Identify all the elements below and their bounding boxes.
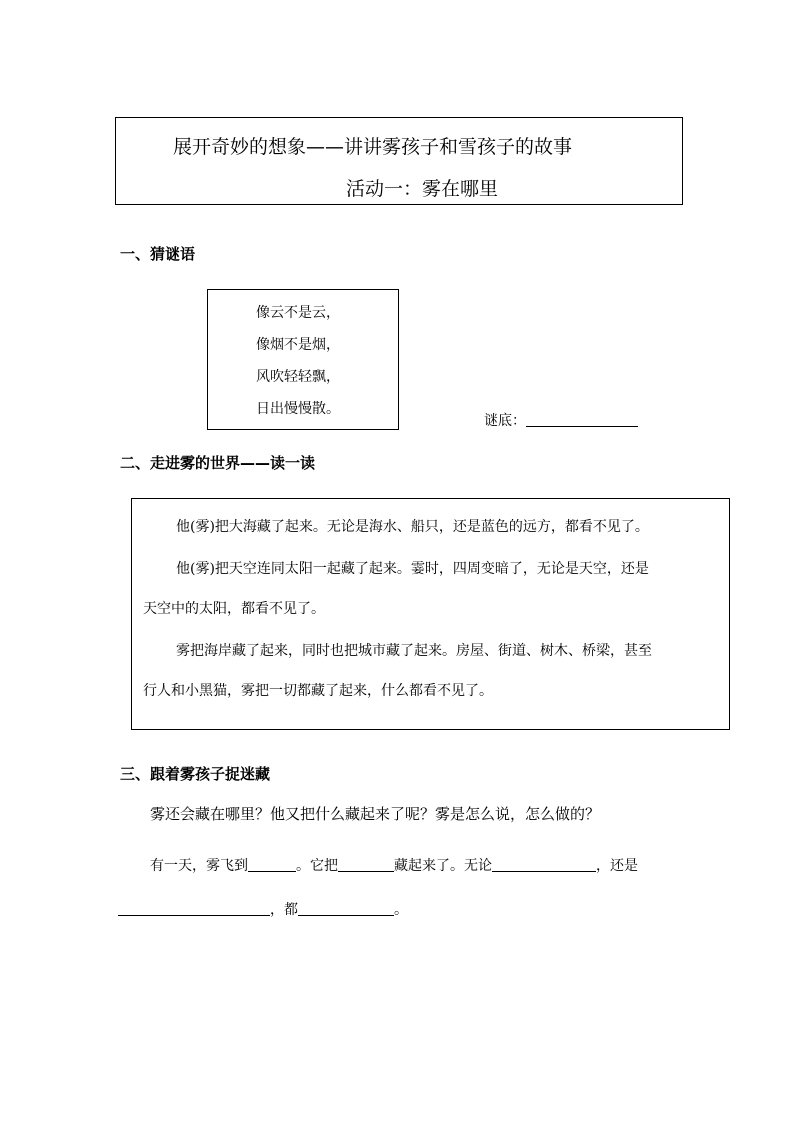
riddle-answer	[484, 410, 638, 430]
fill-text: ，还是	[596, 858, 638, 874]
reading-box	[131, 498, 730, 730]
riddle-box	[207, 289, 399, 430]
reading-line: 天空中的太阳，都看不见了。	[143, 601, 325, 617]
fill-in-sentence-continued	[118, 899, 408, 919]
page-title: 展开奇妙的想象——讲讲雾孩子和雪孩子的故事	[173, 136, 573, 158]
fill-text: 。它把	[296, 858, 338, 874]
fill-blank[interactable]	[248, 870, 296, 872]
activity-subtitle: 活动一：雾在哪里	[346, 178, 499, 200]
activity-question: 雾还会藏在哪里？他又把什么藏起来了呢？雾是怎么说，怎么做的？	[150, 805, 601, 823]
reading-line: 他(雾)把天空连同太阳一起藏了起来。霎时，四周变暗了，无论是天空，还是	[176, 561, 649, 577]
riddle-line: 像烟不是烟，	[256, 337, 340, 353]
reading-line: 行人和小黑猫，雾把一切都藏了起来，什么都看不见了。	[143, 683, 493, 699]
fill-blank[interactable]	[118, 914, 270, 916]
fill-in-sentence	[150, 855, 638, 875]
answer-blank[interactable]	[526, 425, 638, 427]
answer-label: 谜底：	[484, 413, 526, 429]
fill-text: 。	[394, 902, 408, 918]
section-heading-riddle: 一、猜谜语	[120, 245, 196, 263]
reading-line: 雾把海岸藏了起来，同时也把城市藏了起来。房屋、街道、树木、桥梁，甚至	[176, 643, 652, 659]
title-box	[115, 117, 683, 205]
fill-text: 有一天，雾飞到	[150, 858, 248, 874]
fill-text: 藏起来了。无论	[394, 858, 492, 874]
fill-text: ，都	[270, 902, 298, 918]
section-heading-hide-seek: 三、跟着雾孩子捉迷藏	[120, 765, 271, 783]
riddle-line: 日出慢慢散。	[256, 401, 340, 417]
fill-blank[interactable]	[298, 914, 394, 916]
riddle-line: 风吹轻轻飘，	[256, 369, 340, 385]
riddle-line: 像云不是云，	[256, 305, 340, 321]
reading-line: 他(雾)把大海藏了起来。无论是海水、船只，还是蓝色的远方，都看不见了。	[176, 519, 649, 535]
fill-blank[interactable]	[338, 870, 394, 872]
fill-blank[interactable]	[492, 870, 596, 872]
section-heading-reading: 二、走进雾的世界——读一读	[120, 454, 316, 472]
